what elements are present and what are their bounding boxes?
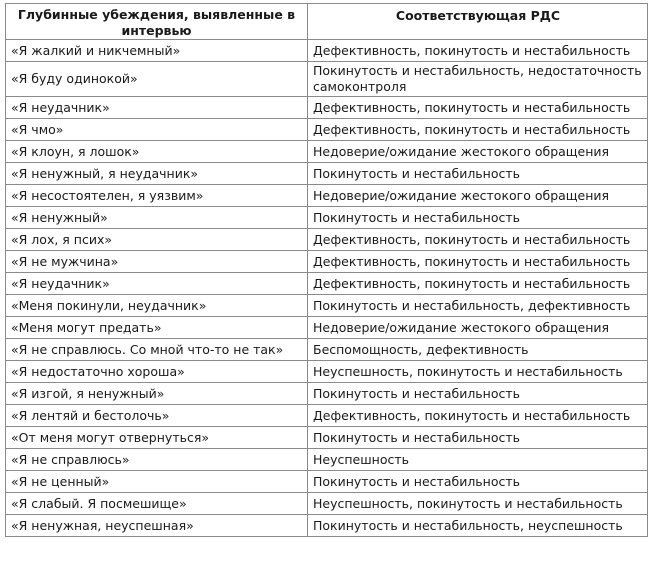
rds-cell: Дефективность, покинутость и нестабильность [308,251,648,273]
belief-cell: «Я лентяй и бестолочь» [6,405,308,427]
rds-cell: Дефективность, покинутость и нестабильность [308,229,648,251]
table-row [6,119,648,141]
rds-cell: Дефективность, покинутость и нестабильность [308,405,648,427]
table-row [6,471,648,493]
header-row [6,4,648,40]
table-row [6,207,648,229]
rds-cell: Покинутость и нестабильность, недостаточность самоконтроля [308,62,648,97]
table-row [6,97,648,119]
belief-cell: «Я клоун, я лошок» [6,141,308,163]
rds-cell: Покинутость и нестабильность [308,383,648,405]
table-row [6,62,648,97]
table-row [6,141,648,163]
rds-cell: Дефективность, покинутость и нестабильность [308,119,648,141]
table-header [6,4,648,40]
column-header-rds: Соответствующая РДС [308,4,648,40]
rds-cell: Покинутость и нестабильность, неуспешность [308,515,648,537]
belief-cell: «От меня могут отвернуться» [6,427,308,449]
rds-cell: Дефективность, покинутость и нестабильность [308,273,648,295]
rds-cell: Покинутость и нестабильность [308,207,648,229]
table-row [6,185,648,207]
table-row [6,251,648,273]
table-row [6,40,648,62]
table-row [6,273,648,295]
table-row [6,229,648,251]
rds-cell: Недоверие/ожидание жестокого обращения [308,317,648,339]
belief-cell: «Я не мужчина» [6,251,308,273]
table-row [6,427,648,449]
table-row [6,295,648,317]
table-row [6,163,648,185]
rds-cell: Дефективность, покинутость и нестабильность [308,97,648,119]
belief-cell: «Я ненужный, я неудачник» [6,163,308,185]
belief-cell: «Я не справлюсь» [6,449,308,471]
belief-cell: «Меня покинули, неудачник» [6,295,308,317]
table-row [6,405,648,427]
table-row [6,339,648,361]
rds-cell: Неуспешность [308,449,648,471]
belief-cell: «Я жалкий и никчемный» [6,40,308,62]
rds-cell: Неуспешность, покинутость и нестабильность [308,361,648,383]
belief-cell: «Я ненужная, неуспешная» [6,515,308,537]
belief-cell: «Я чмо» [6,119,308,141]
table-body [6,40,648,537]
table-row [6,449,648,471]
belief-cell: «Я слабый. Я посмешище» [6,493,308,515]
beliefs-table [5,3,648,537]
belief-cell: «Я неудачник» [6,97,308,119]
belief-cell: «Я ненужный» [6,207,308,229]
rds-cell: Беспомощность, дефективность [308,339,648,361]
table-row [6,361,648,383]
table-row [6,383,648,405]
column-header-beliefs: Глубинные убеждения, выявленные в интервью [6,4,308,40]
rds-cell: Покинутость и нестабильность [308,427,648,449]
rds-cell: Недоверие/ожидание жестокого обращения [308,141,648,163]
rds-cell: Недоверие/ожидание жестокого обращения [308,185,648,207]
rds-cell: Покинутость и нестабильность [308,163,648,185]
belief-cell: «Я лох, я псих» [6,229,308,251]
rds-cell: Покинутость и нестабильность [308,471,648,493]
rds-cell: Покинутость и нестабильность, дефективность [308,295,648,317]
rds-cell: Дефективность, покинутость и нестабильность [308,40,648,62]
belief-cell: «Я изгой, я ненужный» [6,383,308,405]
belief-cell: «Я неудачник» [6,273,308,295]
belief-cell: «Я буду одинокой» [6,62,308,97]
table-row [6,493,648,515]
rds-cell: Неуспешность, покинутость и нестабильность [308,493,648,515]
belief-cell: «Я недостаточно хороша» [6,361,308,383]
table-row [6,515,648,537]
belief-cell: «Я не справлюсь. Со мной что-то не так» [6,339,308,361]
belief-cell: «Я не ценный» [6,471,308,493]
belief-cell: «Я несостоятелен, я уязвим» [6,185,308,207]
belief-cell: «Меня могут предать» [6,317,308,339]
table-row [6,317,648,339]
